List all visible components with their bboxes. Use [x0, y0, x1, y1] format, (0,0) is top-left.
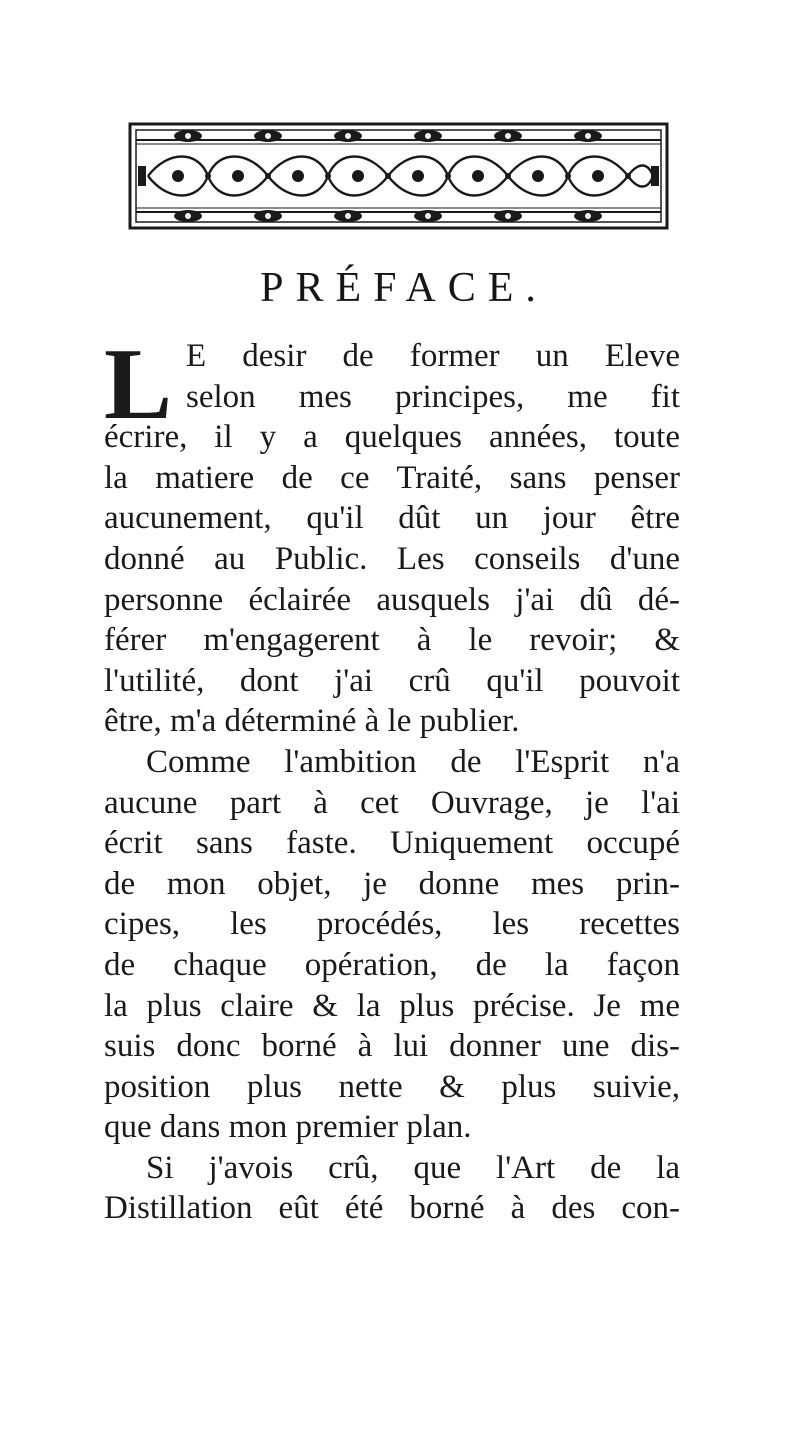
text-line: écrit sans faste. Uniquement occupé	[104, 825, 680, 862]
text-line: Comme l'ambition de l'Esprit n'a	[146, 743, 680, 780]
page-title: PRÉFACE.	[260, 265, 548, 311]
text-line: selon mes principes, me fit	[186, 378, 680, 415]
text-line: la plus claire & la plus précise. Je me	[104, 987, 680, 1024]
opening-lines	[186, 336, 680, 417]
text-line: Distillation eût été borné à des con-	[104, 1190, 680, 1227]
text-line: aucunement, qu'il dût un jour être	[104, 500, 680, 537]
text-line: aucune part à cet Ouvrage, je l'ai	[104, 784, 680, 821]
text-line: Si j'avois crû, que l'Art de la	[146, 1149, 680, 1186]
text-line: être, m'a déterminé à le publier.	[104, 703, 520, 740]
text-line: la matiere de ce Traité, sans penser	[104, 459, 680, 496]
text-line: l'utilité, dont j'ai crû qu'il pouvoit	[104, 662, 680, 699]
text-line: personne éclairée ausquels j'ai dû dé-	[104, 581, 680, 618]
text-line: suis donc borné à lui donner une dis-	[104, 1028, 680, 1065]
drop-cap: L	[104, 328, 173, 441]
text-line: donné au Public. Les conseils d'une	[104, 540, 680, 577]
text-line: férer m'engagerent à le revoir; &	[104, 622, 680, 659]
text-line: de mon objet, je donne mes prin-	[104, 865, 680, 902]
text-line: cipes, les procédés, les recettes	[104, 906, 680, 943]
text-line: de chaque opération, de la façon	[104, 946, 680, 983]
text-line: E desir de former un Eleve	[186, 338, 680, 374]
text-line: écrire, il y a quelques années, toute	[104, 419, 680, 456]
text-line: que dans mon premier plan.	[104, 1109, 472, 1146]
body-text	[104, 417, 680, 1229]
decorative-headpiece-icon	[128, 122, 669, 230]
text-line: position plus nette & plus suivie,	[104, 1068, 680, 1105]
